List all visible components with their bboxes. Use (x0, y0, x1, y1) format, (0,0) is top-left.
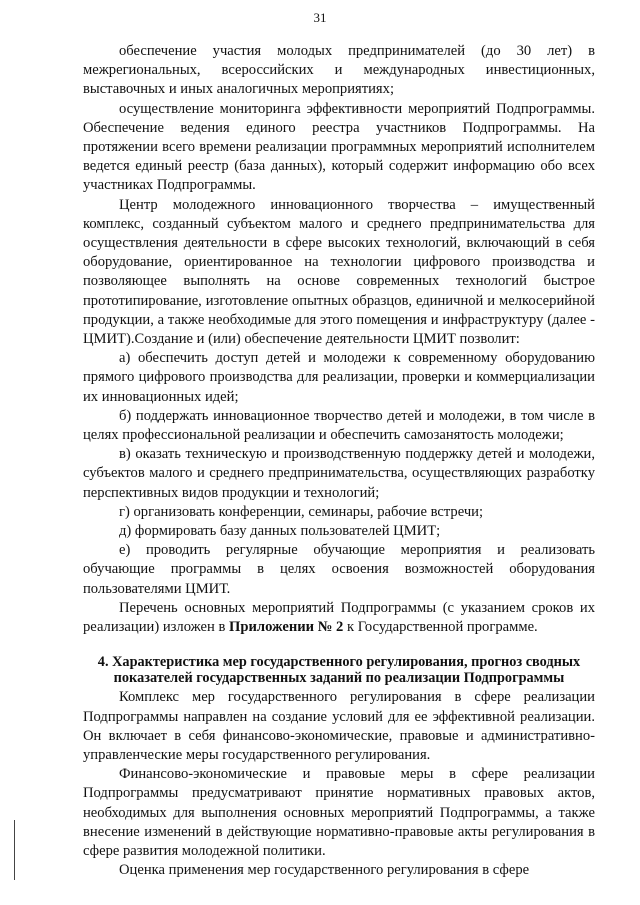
paragraph-financial-legal-measures: Финансово-экономические и правовые меры в сфере реализации Подпрограммы предусматривают принятие нормативных правовых актов, необходимых для выполнения основных мероприятий Подпрограммы, а также внесение изменений в действующие нормативно-правовые акты регулирования в сфере развития молодежной политики. (83, 766, 595, 859)
scan-artifact-line (14, 820, 15, 880)
list-item-a: а) обеспечить доступ детей и молодежи к современному оборудованию прямого цифрового производства для реализации, проверки и коммерциализации их инновационных идей; (83, 350, 595, 405)
list-item-d: д) формировать базу данных пользователей ЦМИТ; (119, 523, 441, 540)
paragraph-evaluation: Оценка применения мер государственного регулирования в сфере (119, 862, 530, 879)
list-item-g: г) организовать конференции, семинары, рабочие встречи; (119, 503, 484, 520)
paragraph-monitoring: осуществление мониторинга эффективности мероприятий Подпрограммы. Обеспечение ведения единого реестра участников Подпрограммы. На протяжении всего времени реализации программных мероприятий исполнителем ведется единый реестр (база данных), который содержит информацию обо всех участниках Подпрограммы. (83, 100, 595, 194)
annex-text-before: Перечень основных мероприятий Подпрограммы (с указанием сроков их реализации) изложен в (83, 599, 595, 636)
list-item-b: б) поддержать инновационное творчество детей и молодежи, в том числе в целях профессиональной реализации и обеспечить самозанятость молодежи; (83, 407, 595, 444)
annex-bold-link: Приложении № 2 (229, 619, 344, 636)
document-body (83, 42, 595, 880)
section-heading: 4. Характеристика мер государственного регулирования, прогноз сводных показателей государственных заданий по реализации Подпрограммы (97, 654, 581, 686)
paragraph-regulation-complex: Комплекс мер государственного регулирования в сфере реализации Подпрограммы направлен на создание условий для ее эффективной реализации. Он включает в себя финансово-экономические, правовые и административно-управленческие меры государственного регулирования. (83, 689, 595, 763)
list-item-v: в) оказать техническую и производственную поддержку детей и молодежи, субъектов малого и среднего предпринимательства, осуществляющих разработку перспективных видов продукции и технологий; (83, 446, 595, 501)
annex-text-after: к Государственной программе. (343, 619, 538, 636)
paragraph-annex-reference (83, 599, 595, 637)
list-item-e: е) проводить регулярные обучающие мероприятия и реализовать обучающие программы в целях освоения возможностей оборудования пользователями ЦМИТ. (83, 542, 595, 597)
page-number: 31 (313, 10, 327, 25)
paragraph-young-entrepreneurs: обеспечение участия молодых предпринимателей (до 30 лет) в межрегиональных, всероссийских и международных инвестиционных, выставочных и иных аналогичных мероприятиях; (83, 43, 595, 98)
paragraph-cmit-definition: Центр молодежного инновационного творчества – имущественный комплекс, созданный субъектом малого и среднего предпринимательства для осуществления деятельности в сфере высоких технологий, включающий в себя оборудование, ориентированное на технологии цифрового производства и позволяющее выполнять на основе современных технологий быстрое прототипирование, изготовление опытных образцов, единичной и мелкосерийной продукции, а также необходимые для этого помещения и инфраструктуру (далее - ЦМИТ).Создание и (или) обеспечение деятельности ЦМИТ позволит: (83, 196, 595, 348)
